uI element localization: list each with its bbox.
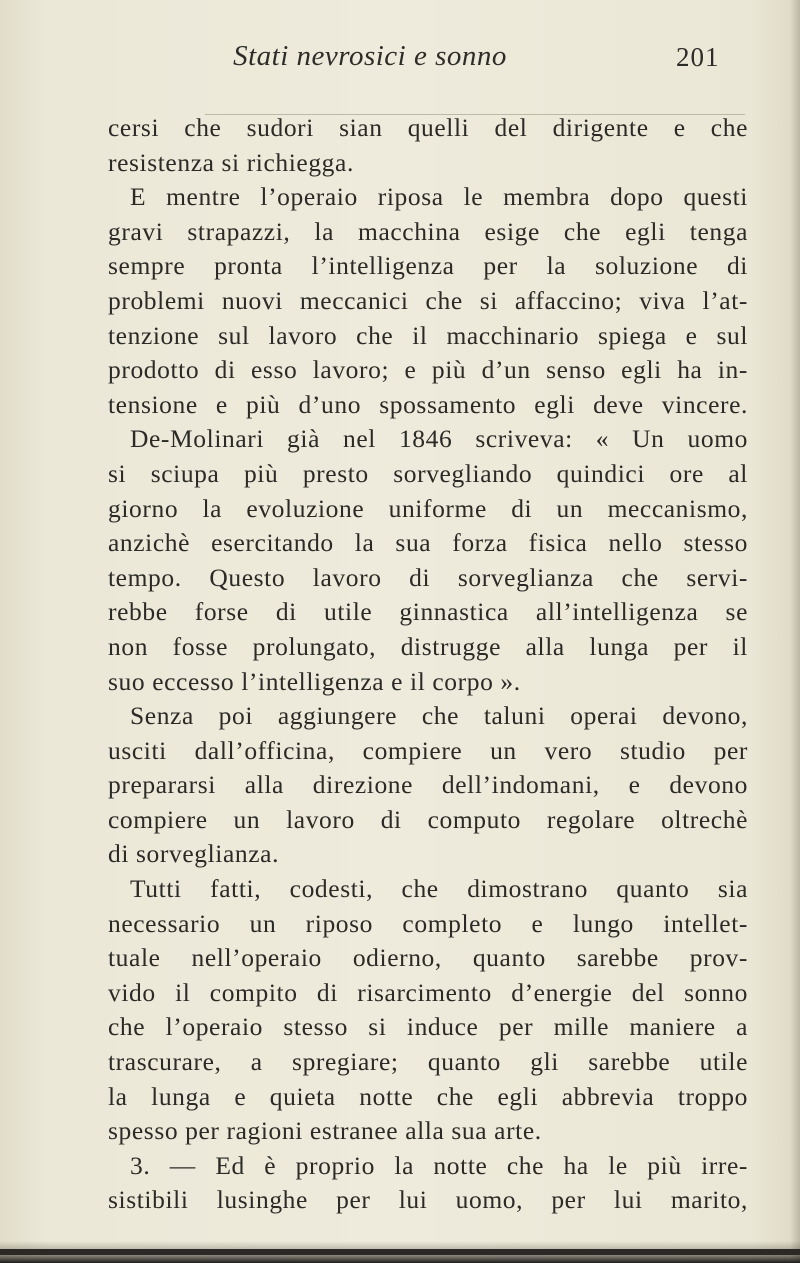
text-line: trascurare, a spregiare; quanto gli sarebbe utile <box>108 1047 748 1077</box>
text-line: si sciupa più presto sorvegliando quindici ore al <box>108 458 748 488</box>
text-line: compiere un lavoro di computo regolare oltrechè <box>108 804 748 834</box>
text-line: gravi strapazzi, la macchina esige che egli tenga <box>108 216 748 246</box>
text-line: 3. — Ed è proprio la notte che ha le più irre- <box>130 1150 748 1180</box>
page-number: 201 <box>676 42 720 72</box>
text-line: di sorveglianza. <box>108 839 280 869</box>
text-line: tuale nell’operaio odierno, quanto sarebbe prov- <box>108 943 748 973</box>
text-line: rebbe forse di utile ginnastica all’intelligenza se <box>108 597 748 627</box>
text-line: problemi nuovi meccanici che si affaccino; viva l’at- <box>108 285 748 315</box>
text-line: tensione e più d’uno spossamento egli deve vincere. <box>108 389 748 419</box>
text-line: E mentre l’operaio riposa le membra dopo questi <box>130 182 748 212</box>
text-line: Senza poi aggiungere che taluni operai devono, <box>130 701 748 731</box>
text-line: spesso per ragioni estranee alla sua arte. <box>108 1116 542 1146</box>
text-line: la lunga e quieta notte che egli abbrevia troppo <box>108 1081 748 1111</box>
bottom-edge <box>0 1249 800 1255</box>
text-line: Tutti fatti, codesti, che dimostrano quanto sia <box>130 874 748 904</box>
page-header <box>0 40 800 80</box>
text-line: tempo. Questo lavoro di sorveglianza che servi- <box>108 562 748 592</box>
text-line: suo eccesso l’intelligenza e il corpo ». <box>108 666 521 696</box>
text-line: De-Molinari già nel 1846 scriveva: « Un uomo <box>130 424 748 454</box>
text-line: anzichè esercitando la sua forza fisica nello stesso <box>108 528 748 558</box>
text-line: prepararsi alla direzione dell’indomani, e devono <box>108 770 748 800</box>
text-line: non fosse prolungato, distrugge alla lunga per il <box>108 631 748 661</box>
text-line: sistibili lusinghe per lui uomo, per lui marito, <box>108 1185 748 1215</box>
text-line: cersi che sudori sian quelli del dirigente e che <box>108 113 748 142</box>
text-line: sempre pronta l’intelligenza per la soluzione di <box>108 251 748 281</box>
text-line: giorno la evoluzione uniforme di un meccanismo, <box>108 493 748 523</box>
running-title: Stati nevrosici e sonno <box>233 40 507 72</box>
text-line: usciti dall’officina, compiere un vero studio per <box>108 735 748 765</box>
text-line: necessario un riposo completo e lungo intellet- <box>108 908 748 938</box>
text-line: vido il compito di risarcimento d’energie del sonno <box>108 977 748 1007</box>
text-line: prodotto di esso lavoro; e più d’un senso egli ha in- <box>108 355 748 385</box>
text-line: tenzione sul lavoro che il macchinario spiega e sul <box>108 320 748 350</box>
text-line: resistenza si richiegga. <box>108 147 354 177</box>
page-edge-shadow <box>790 0 800 1263</box>
text-line: che l’operaio stesso si induce per mille maniere a <box>108 1012 748 1042</box>
body-text <box>108 111 748 1218</box>
